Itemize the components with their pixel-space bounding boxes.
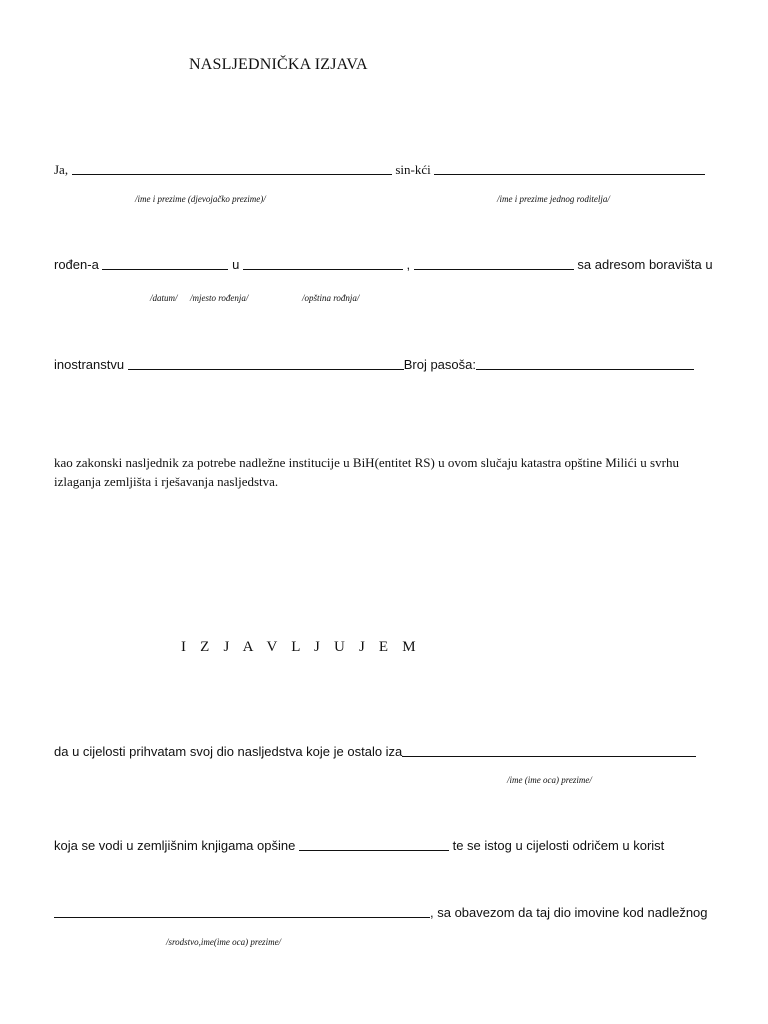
declaration-heading: I Z J A V L J U J E M (181, 639, 421, 655)
row-inheritance (54, 742, 696, 761)
hint-deceased: /ime (ime oca) prezime/ (507, 775, 592, 785)
municipality-line[interactable] (299, 850, 449, 851)
beneficiary-line[interactable] (54, 917, 430, 918)
paragraph-line-2: izlaganja zemljišta i rješavanja nasljedstva. (54, 474, 279, 489)
passport-number-line[interactable] (476, 369, 694, 370)
label-u: u (232, 257, 240, 272)
label-comma: , (406, 257, 411, 272)
paragraph-line-1: kao zakonski nasljednik za potrebe nadležne institucije u BiH(entitet RS) u ovom slučaju katastra opštine Milići u svrhu (54, 455, 679, 470)
birth-place-line[interactable] (243, 269, 403, 270)
label-sin-kci: sin-kći (395, 162, 431, 177)
birth-municipality-line[interactable] (414, 269, 574, 270)
hint-municipality: /opština rođnja/ (302, 293, 360, 303)
row-passport (54, 355, 694, 374)
label-renounce: te se istog u cijelosti odričem u korist (452, 838, 665, 853)
label-land-registry: koja se vodi u zemljišnim knjigama opšine (54, 838, 296, 853)
label-accept: da u cijelosti prihvatam svoj dio nasljedstva koje je ostalo iza (54, 744, 403, 759)
address-abroad-line[interactable] (128, 369, 404, 370)
hint-beneficiary: /srodstvo,ime(ime oca) prezime/ (166, 937, 282, 947)
hint-date: /datum/ (150, 293, 178, 303)
birth-date-line[interactable] (102, 269, 228, 270)
deceased-name-line[interactable] (402, 756, 696, 757)
hint-parent: /ime i prezime jednog roditelja/ (497, 194, 610, 204)
label-passport: Broj pasoša: (403, 357, 476, 372)
parent-field-line[interactable] (434, 174, 705, 175)
hint-name: /ime i prezime (djevojačko prezime)/ (135, 194, 266, 204)
label-ja: Ja, (54, 162, 69, 177)
row-land-registry (54, 836, 664, 855)
name-field-line[interactable] (72, 174, 392, 175)
hint-birthplace: /mjesto rođenja/ (190, 293, 249, 303)
row-name-parent (54, 160, 705, 179)
label-rodjen: rođen-a (54, 257, 99, 272)
row-beneficiary (54, 903, 708, 922)
label-address: sa adresom boravišta u (577, 257, 713, 272)
label-abroad: inostranstvu (54, 357, 125, 372)
row-birth (54, 255, 713, 274)
document-title: NASLJEDNIČKA IZJAVA (189, 56, 368, 73)
label-obligation: , sa obavezom da taj dio imovine kod nadležnog (430, 905, 708, 920)
